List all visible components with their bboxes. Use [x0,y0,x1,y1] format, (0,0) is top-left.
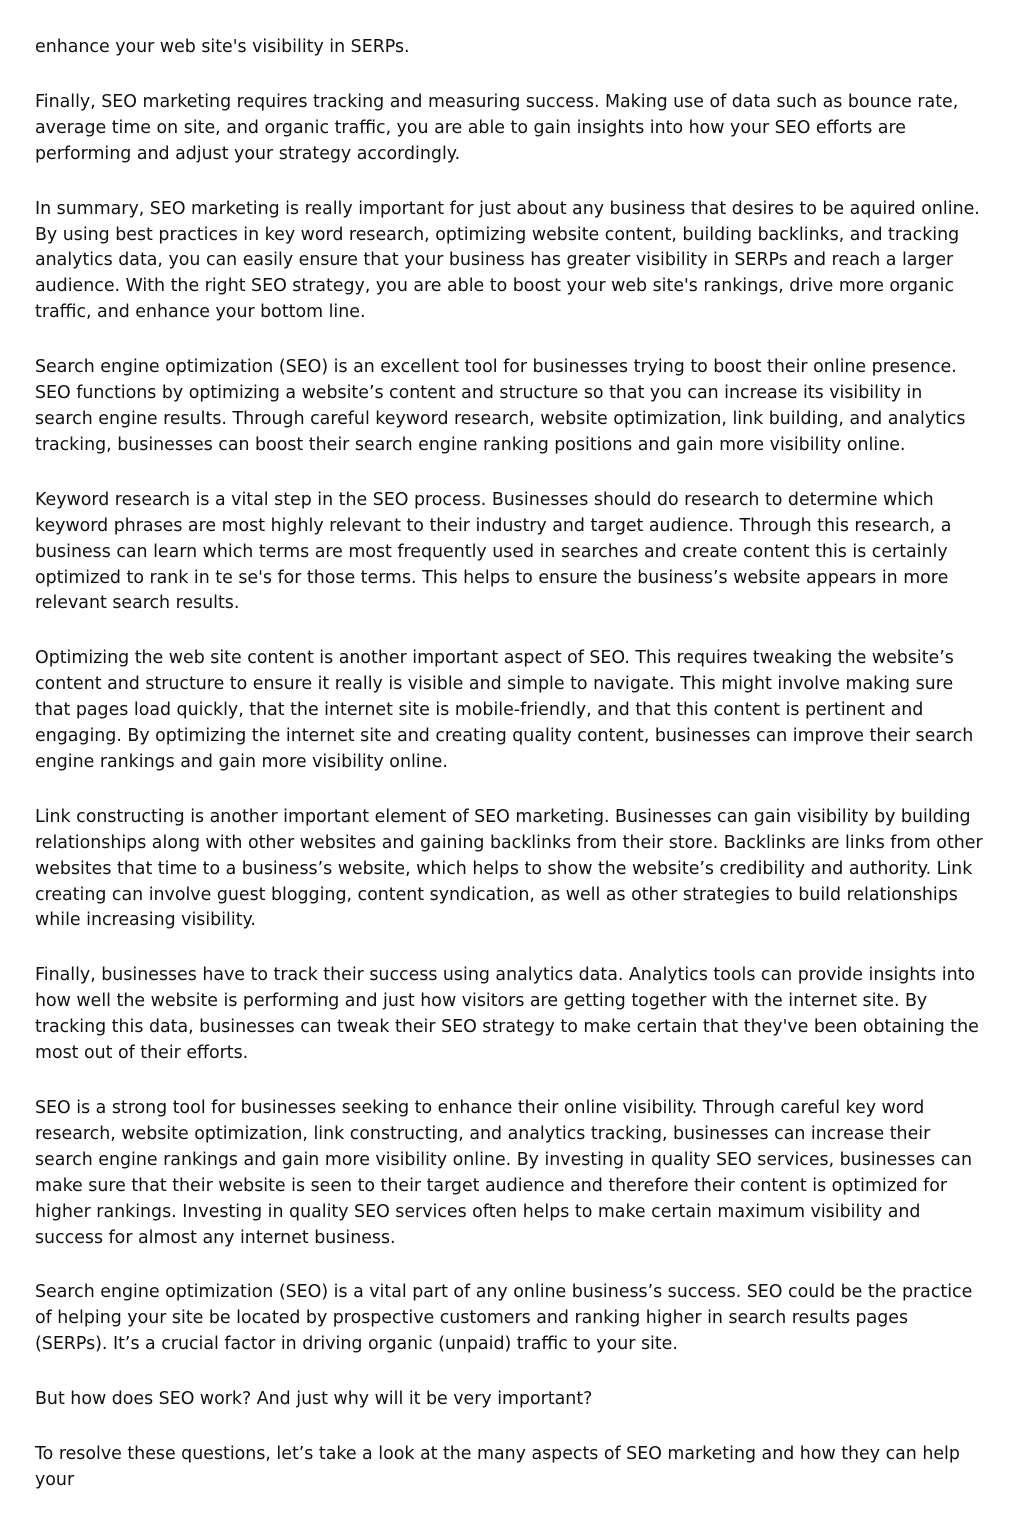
paragraph-4: Search engine optimization (SEO) is an excellent tool for businesses trying to boost their online presence. SEO functions by optimizing a website’s content and structure so that you can increase its visibility in search engine results. Through careful keyword research, website optimization, link building, and analytics tracking, businesses can boost their search engine ranking positions and gain more visibility online. [35,357,966,455]
paragraph-7: Link constructing is another important element of SEO marketing. Businesses can gain visibility by building relationships along with other websites and gaining backlinks from their store. Backlinks are links from other websites that time to a business’s website, which helps to show the website’s credibility and authority. Link creating can involve guest blogging, content syndication, as well as other strategies to build relationships while increasing visibility. [35,806,983,931]
paragraph-12: To resolve these questions, let’s take a look at the many aspects of SEO marketing and how they can help your [35,1444,960,1490]
paragraph-10: Search engine optimization (SEO) is a vital part of any online business’s success. SEO could be the practice of helping your site be located by prospective customers and ranking higher in search results pages (SERPs). It’s a crucial factor in driving organic (unpaid) traffic to your site. [35,1282,973,1355]
paragraph-5: Keyword research is a vital step in the SEO process. Businesses should do research to determine which keyword phrases are most highly relevant to their industry and target audience. Through this research, a business can learn which terms are most frequently used in searches and create content this is certainly optimized to rank in te se's for those terms. This helps to ensure the business’s website appears in more relevant search results. [35,489,952,614]
paragraph-8: Finally, businesses have to track their success using analytics data. Analytics tools can provide insights into how well the website is performing and just how visitors are getting together with the internet site. By tracking this data, businesses can tweak their SEO strategy to make certain that they've been obtaining the most out of their efforts. [35,965,979,1064]
paragraph-3: In summary, SEO marketing is really important for just about any business that desires to be aquired online. By using best practices in key word research, optimizing website content, building backlinks, and tracking analytics data, you can easily ensure that your business has greater visibility in SERPs and reach a larger audience. With the right SEO strategy, you are able to boost your web site's rankings, drive more organic traffic, and enhance your bottom line. [35,198,980,323]
document-page [35,35,985,1523]
paragraph-9: SEO is a strong tool for businesses seeking to enhance their online visibility. Through careful key word research, website optimization, link constructing, and analytics tracking, businesses can increase their search engine rankings and gain more visibility online. By investing in quality SEO services, businesses can make sure that their website is seen to their target audience and therefore their content is optimized for higher rankings. Investing in quality SEO services often helps to make certain maximum visibility and success for almost any internet business. [35,1098,972,1248]
paragraph-11: But how does SEO work? And just why will it be very important? [35,1389,593,1410]
paragraph-2: Finally, SEO marketing requires tracking and measuring success. Making use of data such as bounce rate, average time on site, and organic traffic, you are able to gain insights into how your SEO efforts are performing and adjust your strategy accordingly. [35,91,959,164]
paragraph-6: Optimizing the web site content is another important aspect of SEO. This requires tweaking the website’s content and structure to ensure it really is visible and simple to navigate. This might involve making sure that pages load quickly, that the internet site is mobile-friendly, and that this content is pertinent and engaging. By optimizing the internet site and creating quality content, businesses can improve their search engine rankings and gain more visibility online. [35,648,974,772]
paragraph-1: enhance your web site's visibility in SERPs. [35,37,410,57]
